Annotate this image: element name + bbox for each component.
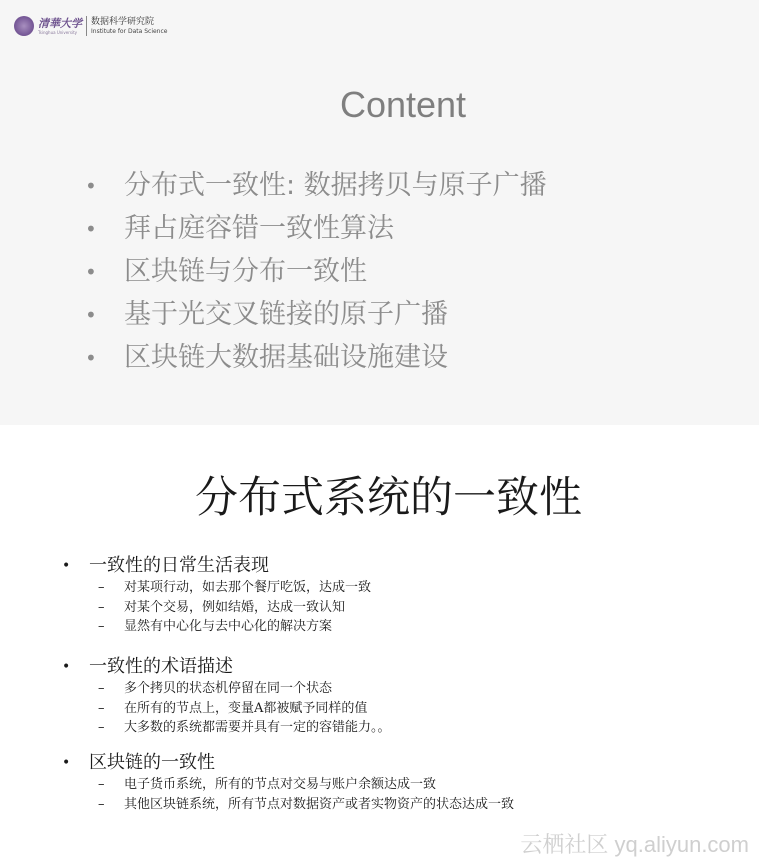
- logo-dept-cn: 数据科学研究院: [91, 16, 155, 27]
- section-item-text: 对某个交易，例如结婚，达成一致认知: [124, 599, 346, 615]
- dash-icon: –: [98, 619, 105, 634]
- content-bullet: [84, 340, 547, 383]
- section-item: [62, 598, 371, 618]
- bullet-dot-icon: •: [85, 346, 97, 370]
- logo-department: [91, 17, 167, 36]
- content-bullet-text: 分布式一致性: 数据拷贝与原子广播: [124, 170, 547, 201]
- section-items: [62, 578, 371, 637]
- section-heading-text: 一致性的日常生活表现: [89, 555, 269, 576]
- content-bullet: [84, 211, 547, 254]
- dash-icon: –: [98, 720, 105, 735]
- section-item-text: 多个拷贝的状态机停留在同一个状态: [124, 681, 333, 696]
- content-title: Content: [339, 84, 467, 125]
- content-bullet-text: 区块链大数据基础设施建设: [124, 342, 448, 373]
- slide-content-overview: [0, 0, 759, 425]
- dash-icon: –: [98, 599, 105, 615]
- section-item-text: 在所有的节点上，变量A都被赋予同样的值: [124, 700, 368, 716]
- dash-icon: –: [98, 777, 105, 792]
- section-item-text: 其他区块链系统，所有节点对数据资产或者实物资产的状态达成一致: [124, 796, 515, 812]
- tsinghua-logo: [14, 13, 167, 39]
- content-bullet-text: 区块链与分布一致性: [124, 256, 367, 287]
- section-item-text: 电子货币系统，所有的节点对交易与账户余额达成一致: [124, 777, 437, 792]
- bullet-dot-icon: •: [85, 260, 97, 284]
- bullet-dot-icon: •: [85, 174, 97, 198]
- content-bullet-text: 拜占庭容错一致性算法: [124, 213, 394, 244]
- bullet-dot-icon: •: [62, 659, 71, 675]
- watermark: 云栖社区 yq.aliyun.com: [520, 832, 749, 857]
- bullet-dot-icon: •: [85, 303, 97, 327]
- content-bullet-text: 基于光交叉链接的原子广播: [124, 299, 448, 330]
- section-daily-life: [62, 554, 371, 637]
- logo-dept-en: Institute for Data Science: [91, 27, 168, 35]
- content-bullet: [84, 168, 547, 211]
- bullet-dot-icon: •: [62, 558, 71, 574]
- logo-cn-name: 清華大学: [38, 16, 82, 30]
- logo-en-name: Tsinghua University: [38, 29, 78, 35]
- section-item: [62, 679, 391, 699]
- logo-divider: [86, 16, 87, 36]
- section-item: [62, 718, 391, 738]
- section-item-text: 显然有中心化与去中心化的解决方案: [124, 619, 333, 634]
- section-items: [62, 775, 514, 814]
- dash-icon: –: [98, 796, 105, 812]
- logo-university: [38, 18, 82, 35]
- dash-icon: –: [98, 700, 105, 716]
- section-item-text: 大多数的系统都需要并具有一定的容错能力。。: [124, 720, 391, 735]
- section-blockchain: [62, 751, 514, 814]
- section-item: [62, 578, 371, 598]
- section-item: [62, 795, 514, 815]
- section-heading: [62, 751, 514, 775]
- section-item: [62, 617, 371, 637]
- section-item-text: 对某项行动，如去那个餐厅吃饭，达成一致: [124, 580, 372, 595]
- content-bullet-list: [84, 168, 547, 383]
- dash-icon: –: [98, 580, 105, 595]
- content-bullet: [84, 254, 547, 297]
- section-terminology: [62, 655, 391, 738]
- section-heading: [62, 655, 391, 679]
- section-item: [62, 699, 391, 719]
- section-item: [62, 775, 514, 795]
- bullet-dot-icon: •: [62, 755, 71, 771]
- section-items: [62, 679, 391, 738]
- slide2-title: 分布式系统的一致性: [195, 473, 582, 523]
- bullet-dot-icon: •: [85, 217, 97, 241]
- section-heading-text: 区块链的一致性: [89, 752, 215, 773]
- section-heading: [62, 554, 371, 578]
- content-bullet: [84, 297, 547, 340]
- section-heading-text: 一致性的术语描述: [89, 656, 233, 677]
- dash-icon: –: [98, 681, 105, 696]
- university-seal-icon: [14, 16, 34, 36]
